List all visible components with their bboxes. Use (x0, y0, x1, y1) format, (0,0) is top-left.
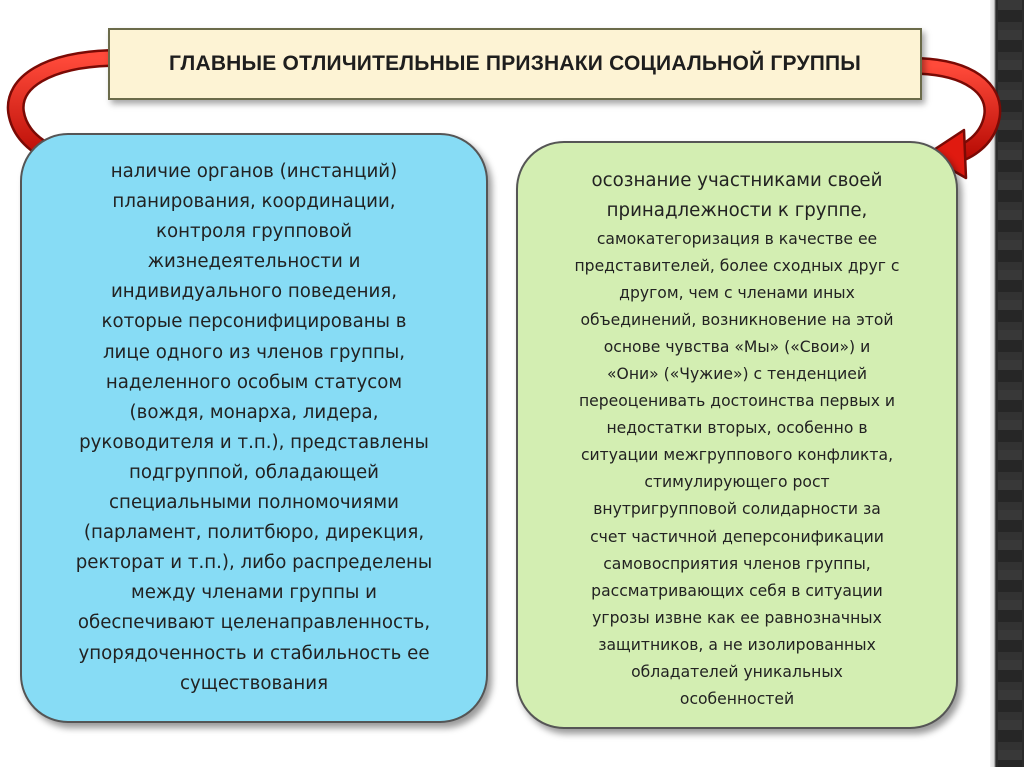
right-card-heading-text: осознание участниками своей принадлежности к группе, (591, 170, 883, 221)
page-edge-decoration (990, 0, 1024, 767)
right-card-body-text: самокатегоризация в качестве ее представителей, более сходных друг с другом, чем с членами иных объединений, возникновение на этой основе чувства «Мы» («Свои») и «Они» («Чужие») с тенденцией переоценивать достоинства первых и недостатки вторых, особенно в ситуации межгруппового конфликта, стимулирующего рост внутригрупповой солидарности за счет частичной деперсонификации самовосприятия членов группы, рассматривающих себя в ситуации угрозы извне как ее равнозначных защитников, а не изолированных обладателей уникальных особенностей (574, 230, 900, 708)
right-feature-card (516, 141, 958, 729)
left-card-text: наличие органов (инстанций) планирования, координации, контроля групповой жизнедеятельности и индивидуального поведения, которые персонифицированы в лице одного из членов группы, наделенного особым статусом (вождя, монарха, лидера, руководителя и т.п.), представлены подгруппой, обладающей специальными полномочиями (парламент, политбюро, дирекция, ректорат и т.п.), либо распределены между членами группы и обеспечивают целенаправленность, упорядоченность и стабильность ее существования (75, 161, 433, 694)
left-feature-card (20, 133, 488, 723)
page-title: ГЛАВНЫЕ ОТЛИЧИТЕЛЬНЫЕ ПРИЗНАКИ СОЦИАЛЬНОЙ ГРУППЫ (168, 52, 862, 75)
title-box (108, 28, 922, 100)
